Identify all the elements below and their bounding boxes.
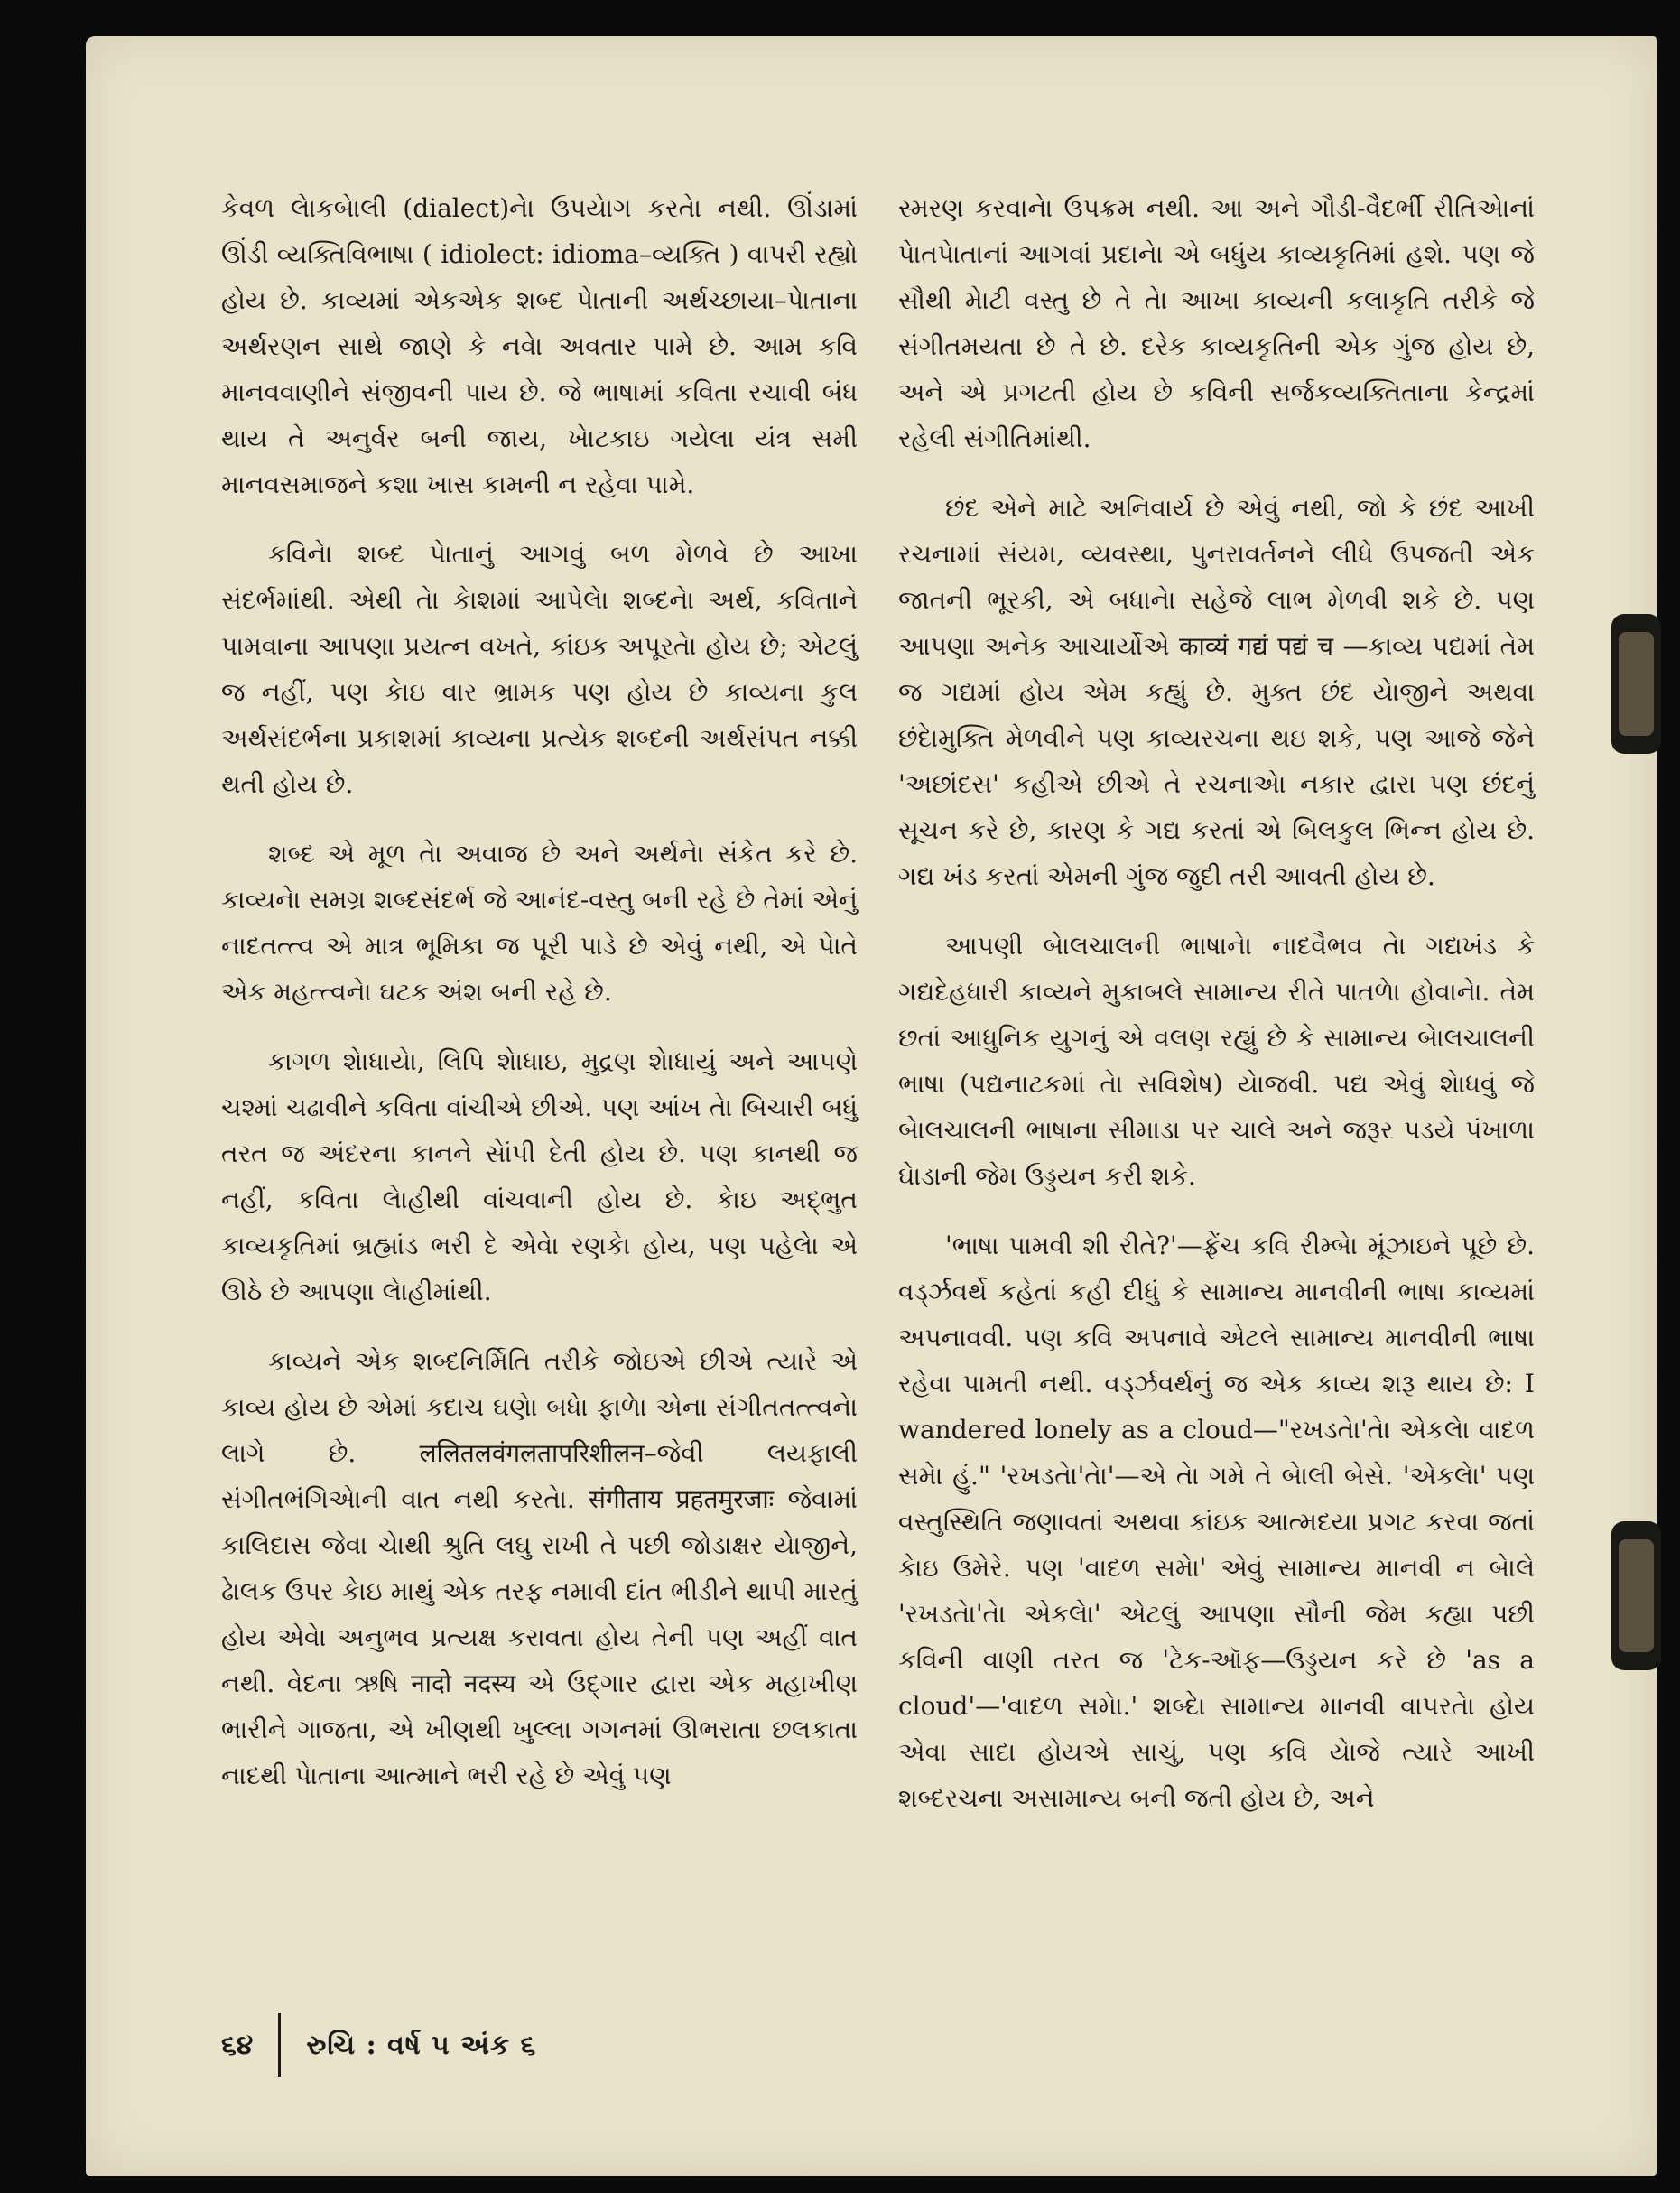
footer-divider [278,2013,281,2077]
paragraph: સ્મરણ કરવાનેા ઉપક્રમ નથી. આ અને ગૌડી-વૈદર્ભી રીતિએાનાં પેાતપેાતાનાં આગવાં પ્રદાનેા એ બધુંય કાવ્યકૃતિમાં હશે. પણ જે સૌથી મેાટી વસ્તુ છે તે તેા આખા કાવ્યની કલાકૃતિ તરીકે જે સંગીતમયતા છે તે છે. દરેક કાવ્યકૃતિની એક ગુંજ હોય છે, અને એ પ્રગટતી હોય છે કવિની સર્જકવ્યક્તિતાના કેન્દ્રમાં રહેલી સંગીતિમાંથી. [898,193,1535,453]
binding-staple-top [1611,614,1661,754]
paragraph: કવિનેા શબ્દ પેાતાનું આગવું બળ મેળવે છે આખા સંદર્ભમાંથી. એથી તેા કેાશમાં આપેલેા શબ્દનેા અર્થ, કવિતાને પામવાના આપણા પ્રયત્ન વખતે, કાંઇક અપૂરતેા હોય છે; એટલું જ નહીં, પણ કેાઇ વાર ભ્રામક પણ હોય છે કાવ્યના કુલ અર્થસંદર્ભના પ્રકાશમાં કાવ્યના પ્રત્યેક શબ્દની અર્થસંપત નક્કી થતી હોય છે. [221,539,858,799]
magazine-page [86,36,1657,2176]
left-column [221,185,858,1822]
paragraph: આપણી બેાલચાલની ભાષાનેા નાદવૈભવ તેા ગદ્યખંડ કે ગદ્યદેહધારી કાવ્યને મુકાબલે સામાન્ય રીતે પાતળેા હોવાનેા. તેમ છતાં આધુનિક યુગનું એ વલણ રહ્યું છે કે સામાન્ય બેાલચાલની ભાષા (પદ્યનાટકમાં તેા સવિશેષ) યેાજવી. પદ્ય એવું શેાધવું જે બેાલચાલની ભાષાના સીમાડા પર ચાલે અને જરૂર પડયે પંખાળા ઘેાડાની જેમ ઉડ્ડયન કરી શકે. [898,931,1535,1191]
journal-issue: રુચિ : વર્ષ ૫ અંક ૬ [306,2029,537,2061]
paragraph: શબ્દ એ મૂળ તેા અવાજ છે અને અર્થનેા સંકેત કરે છે. કાવ્યનેા સમગ્ર શબ્દસંદર્ભ જે આનંદ-વસ્તુ બની રહે છે તેમાં એનું નાદતત્ત્વ એ માત્ર ભૂમિકા જ પૂરી પાડે છે એવું નથી, એ પેાતે એક મહત્ત્વનેા ઘટક અંશ બની રહે છે. [221,839,858,1007]
page-number: ૬૪ [221,2029,254,2061]
paragraph: કેવળ લેાકબેાલી (dialect)નેા ઉપયેાગ કરતેા નથી. ઊંડામાં ઊંડી વ્યક્તિવિભાષા ( idiolect: idioma–વ્યક્તિ ) વાપરી રહ્યો હોય છે. કાવ્યમાં એકએક શબ્દ પેાતાની અર્થચ્છાયા–પેાતાના અર્થરણન સાથે જાણે કે નવેા અવતાર પામે છે. આમ કવિ માનવવાણીને સંજીવની પાય છે. જે ભાષામાં કવિતા રચાવી બંધ થાય તે અનુર્વર બની જાય, ખેાટકાઇ ગયેલા યંત્ર સમી માનવસમાજને કશા ખાસ કામની ન રહેવા પામે. [221,193,858,499]
binding-staple-bottom [1611,1521,1661,1670]
paragraph: કાવ્યને એક શબ્દનિર્મિતિ તરીકે જોઇએ છીએ ત્યારે એ કાવ્ય હોય છે એમાં કદાચ ઘણેા બધેા ફાળેા એના સંગીતતત્ત્વનેા લાગે છે. ललितलवंगलतापरिशीलन–જેવી લયફાલી સંગીતભંગિએાની વાત નથી કરતેા. संगीताय प्रहतमुरजाः જેવામાં કાલિદાસ જેવા ચેાથી શ્રુતિ લઘુ રાખી તે પછી જોડાક્ષર યેાજીને, ઢેાલક ઉપર કેાઇ માથું એક તરફ નમાવી દાંત ભીડીને થાપી મારતું હોય એવેા અનુભવ પ્રત્યક્ષ કરાવતા હોય તેની પણ અહીં વાત નથી. વેદના ઋષિ नादो नदस्य એ ઉદ્ગાર દ્વારા એક મહાખીણ ભારીને ગાજતા, એ ખીણથી ખુલ્લા ગગનમાં ઊભરાતા છલકાતા નાદથી પેાતાના આત્માને ભરી રહે છે એવું પણ [221,1346,858,1790]
paragraph: છંદ એને માટે અનિવાર્ય છે એવું નથી, જો કે છંદ આખી રચનામાં સંયમ, વ્યવસ્થા, પુનરાવર્તનને લીધે ઉપજતી એક જાતની ભૂરકી, એ બધાનેા સહેજે લાભ મેળવી શકે છે. પણ આપણા અનેક આચાર્યોએ काव्यं गद्यं पद्यं च —કાવ્ય પદ્યમાં તેમ જ ગદ્યમાં હોય એમ કહ્યું છે. મુક્ત છંદ યેાજીને અથવા છંદેામુક્તિ મેળવીને પણ કાવ્યરચના થઇ શકે, પણ આજે જેને 'અછાંદસ' કહીએ છીએ તે રચનાએા નકાર દ્વારા પણ છંદનું સૂચન કરે છે, કારણ કે ગદ્ય કરતાં એ બિલકુલ ભિન્ન હોય છે. ગદ્ય ખંડ કરતાં એમની ગુંજ જુદી તરી આવતી હોય છે. [898,493,1535,891]
page-footer [221,2018,536,2072]
paragraph: 'ભાષા પામવી શી રીતે?'—ફ્રેંચ કવિ રીમ્બેા મૂંઝાઇને પૂછે છે. વર્ડ્ઝવર્થે કહેતાં કહી દીધું કે સામાન્ય માનવીની ભાષા કાવ્યમાં અપનાવવી. પણ કવિ અપનાવે એટલે સામાન્ય માનવીની ભાષા રહેવા પામતી નથી. વર્ડ્ઝવર્થનું જ એક કાવ્ય શરૂ થાય છે: I wandered lonely as a cloud—"રખડતેા'તેા એકલેા વાદળ સમેા હું." 'રખડતેા'તેા'—એ તેા ગમે તે બેાલી બેસે. 'એકલેા' પણ વસ્તુસ્થિતિ જણાવતાં અથવા કાંઇક આત્મદયા પ્રગટ કરવા જતાં કેાઇ ઉમેરે. પણ 'વાદળ સમેા' એવું સામાન્ય માનવી ન બેાલે 'રખડતેા'તેા એકલેા' એટલું આપણા સૌની જેમ કહ્યા પછી કવિની વાણી તરત જ 'ટેક-ઑફ—ઉડ્ડયન કરે છે 'as a cloud'—'વાદળ સમેા.' શબ્દેા સામાન્ય માનવી વાપરતેા હોય એવા સાદા હોયએ સાચું, પણ કવિ યેાજે ત્યારે આખી શબ્દરચના અસામાન્ય બની જતી હોય છે, અને [898,1231,1535,1813]
paragraph: કાગળ શેાધાયેા, લિપિ શેાધાઇ, મુદ્રણ શેાધાયું અને આપણે ચશ્માં ચઢાવીને કવિતા વાંચીએ છીએ. પણ આંખ તેા બિચારી બધું તરત જ અંદરના કાનને સેાંપી દેતી હોય છે. પણ કાનથી જ નહીં, કવિતા લેાહીથી વાંચવાની હોય છે. કેાઇ અદ્ભુત કાવ્યકૃતિમાં બ્રહ્માંડ ભરી દે એવેા રણકેા હોય, પણ પહેલેા એ ઊઠે છે આપણા લેાહીમાંથી. [221,1046,858,1306]
right-column [898,185,1535,1845]
